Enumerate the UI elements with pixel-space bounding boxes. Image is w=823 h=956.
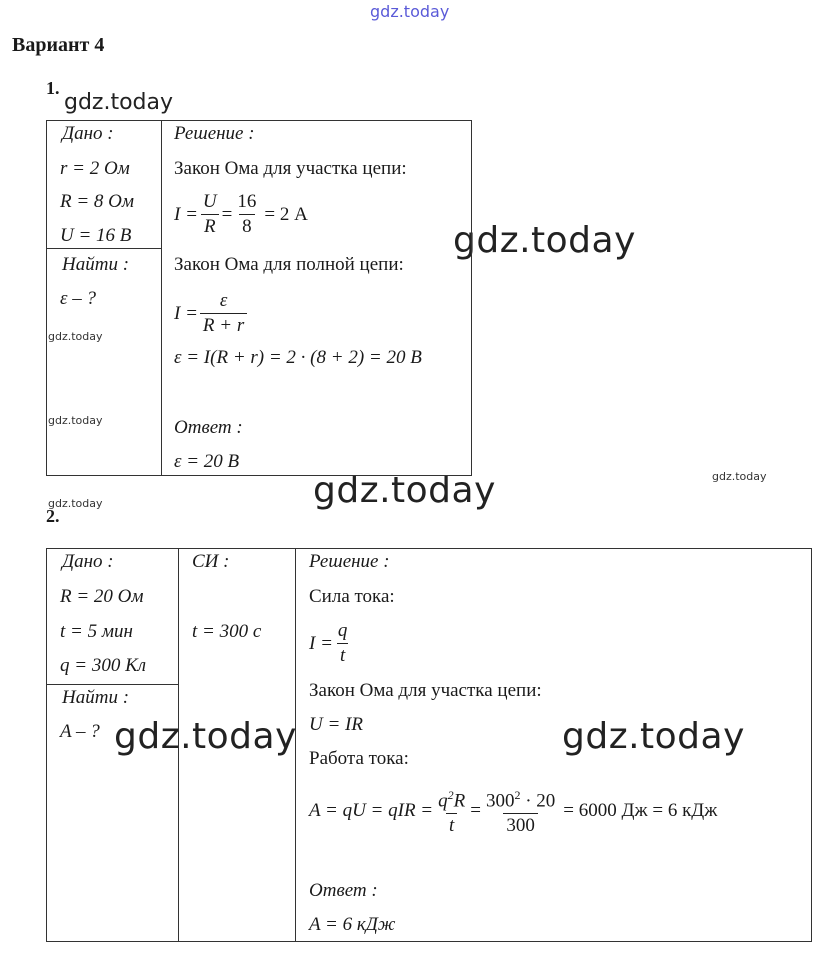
watermark-small-1: gdz.today (48, 330, 103, 343)
watermark-top: gdz.today (370, 2, 450, 21)
watermark-big-1: gdz.today (453, 220, 636, 261)
watermark-big-2: gdz.today (313, 470, 496, 511)
task1-f1-fraction1: $\frac{U}{R}$ (202, 191, 217, 237)
task2-f3-fraction2: $\frac{300^2 \cdot 20}{300}$ (485, 788, 556, 837)
task1-number: 1. (46, 78, 60, 98)
task2-solution-label: Решение : (309, 551, 390, 572)
task1-divider-vertical (161, 120, 162, 476)
task2-si-value: t = 300 с (192, 621, 262, 642)
task2-number: 2. (46, 506, 60, 526)
task2-answer-label: Ответ : (309, 880, 378, 901)
task2-f1-fraction: $\frac{q}{t}$ (337, 620, 348, 666)
task1-answer-label: Ответ : (174, 417, 243, 438)
task2-formula2: U = IR (309, 714, 363, 735)
watermark-big-4: gdz.today (562, 716, 745, 757)
task2-given-q: q = 300 Кл (60, 655, 146, 676)
task2-given-t: t = 5 мин (60, 621, 133, 642)
task1-find-value: ε – ? (60, 288, 96, 309)
task2-given-R: R = 20 Ом (60, 586, 144, 607)
task2-formula3: A = qU = qIR = $\frac{q^2R}{t}$ = $\frac{300^2 \cdot 20}{300}$ = 6000 Дж = 6 кДж (309, 783, 717, 838)
task1-given-U: U = 16 В (60, 225, 132, 246)
task2-find-value: A – ? (60, 721, 100, 742)
task2-given-label: Дано : (62, 551, 114, 572)
task1-law1: Закон Ома для участка цепи: (174, 158, 407, 179)
task2-f3-fraction1: $\frac{q^2R}{t}$ (438, 788, 466, 837)
task1-formula3: ε = I(R + r) = 2 · (8 + 2) = 20 В (174, 347, 422, 368)
variant-title: Вариант 4 (12, 34, 105, 56)
task2-current-label: Сила тока: (309, 586, 395, 607)
task2-si-label: СИ : (192, 551, 230, 572)
task1-given-R: R = 8 Ом (60, 191, 135, 212)
task1-find-label: Найти : (62, 254, 130, 275)
task2-divider-horizontal (46, 684, 179, 685)
task1-answer: ε = 20 В (174, 451, 240, 472)
watermark-task1-header: gdz.today (64, 90, 174, 115)
task2-find-label: Найти : (62, 687, 130, 708)
watermark-big-3: gdz.today (114, 716, 297, 757)
task1-f1-lhs: I = (174, 203, 198, 225)
task1-given-r: r = 2 Ом (60, 158, 130, 179)
task1-f2-fraction: $\frac{\varepsilon}{R + r}$ (200, 289, 247, 338)
watermark-small-2: gdz.today (48, 414, 103, 427)
task1-divider-horizontal (46, 248, 162, 249)
task2-law1: Закон Ома для участка цепи: (309, 680, 542, 701)
task1-given-label: Дано : (62, 123, 114, 144)
task1-f1-fraction2: $\frac{16}{8}$ (237, 191, 257, 237)
task2-formula1: I = $\frac{q}{t}$ (309, 619, 352, 668)
task1-formula1: I = $\frac{U}{R}$ = $\frac{16}{8}$ = 2 А (174, 191, 308, 237)
task1-solution-label: Решение : (174, 123, 255, 144)
task2-answer: A = 6 кДж (309, 914, 396, 935)
task2-work-label: Работа тока: (309, 748, 409, 769)
watermark-small-3: gdz.today (712, 470, 767, 483)
watermark-small-4: gdz.today (48, 497, 103, 510)
task1-law2: Закон Ома для полной цепи: (174, 254, 404, 275)
task1-formula2: I = $\frac{\varepsilon}{R + r}$ (174, 289, 249, 338)
